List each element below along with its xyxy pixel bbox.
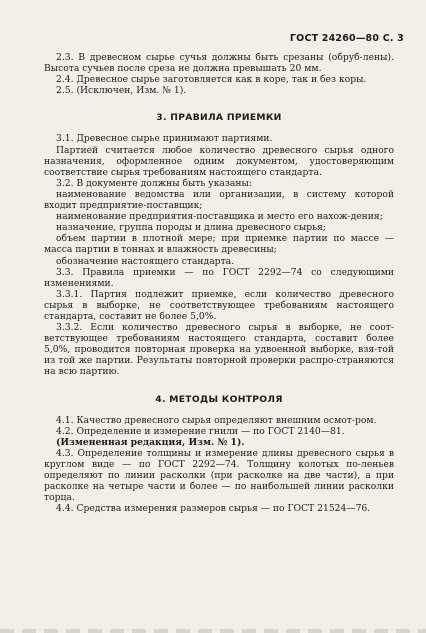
page-header: ГОСТ 24260—80 С. 3 [289,33,404,44]
list-item-3-2-d: объем партии в плотной мере; при приемке партии по массе — масса партии в тоннах и влажность древесины; [44,233,394,256]
list-item-3-2-b: наименование предприятия-поставщика и место его нахож-дения; [56,211,383,223]
paragraph-4-3: 4.3. Определение толщины и измерение длины древесного сырья в круглом виде — по ГОСТ 2292—74. Толщину колотых по-леньев определяют по линии расколки (при расколке на две части), а при расколке на четыре части и более — по наибольшей линии расколки торца. [44,447,394,504]
paragraph-2-5: 2.5. (Исключен, Изм. № 1). [56,85,187,97]
paragraph-3-3: 3.3. Правила приемки — по ГОСТ 2292—74 со следующими изменениями. [44,266,394,289]
paragraph-3-1-b: Партией считается любое количество древесного сырья одного назначения, оформленное одним документом, удостоверяющим соответствие сырья требованиям настоящего стандарта. [44,144,394,178]
list-item-3-2-a: наименование ведомства или организации, в систему которой входит предприятие-поставщик; [44,188,394,212]
section-3-title: 3. ПРАВИЛА ПРИЕМКИ [156,112,282,124]
paragraph-3-1: 3.1. Древесное сырье принимают партиями. [56,133,273,145]
paragraph-3-2: 3.2. В документе должны быть указаны: [56,177,252,189]
page-bottom-edge [0,629,426,633]
paragraph-4-2: 4.2. Определение и измерение гнили — по ГОСТ 2140—81. [56,425,345,437]
paragraph-2-3: 2.3. В древесном сырье сучья должны быть срезаны (обруб-лены). Высота сучьев после среза не должна превышать 20 мм. [44,52,394,75]
section-4-title: 4. МЕТОДЫ КОНТРОЛЯ [155,393,283,405]
paragraph-4-4: 4.4. Средства измерения размеров сырья — по ГОСТ 21524—76. [56,503,371,515]
paragraph-3-3-2: 3.3.2. Если количество древесного сырья в выборке, не соот-ветствующее требованиям настоящего стандарта, составит более 5,0%, проводится повторная проверка на удвоенной выборке, взя-той из той же партии. Результаты повторной проверки распро-страняются на всю партию. [44,322,394,378]
paragraph-4-1: 4.1. Качество древесного сырья определяют внешним осмот-ром. [56,414,377,426]
list-item-3-2-c: назначение, группа породы и длина древесного сырья; [56,222,327,234]
paragraph-2-4: 2.4. Древесное сырье заготовляется как в коре, так и без коры. [56,74,367,86]
document-body [44,52,394,514]
list-item-3-2-e: обозначение настоящего стандарта. [56,255,235,267]
paragraph-3-3-1: 3.3.1. Партия подлежит приемке, если количество древесного сырья в выборке, не соответствующее требованиям настоящего стандарта, составит не более 5,0%. [44,288,394,322]
paragraph-4-2-note: (Измененная редакция, Изм. № 1). [56,436,245,448]
